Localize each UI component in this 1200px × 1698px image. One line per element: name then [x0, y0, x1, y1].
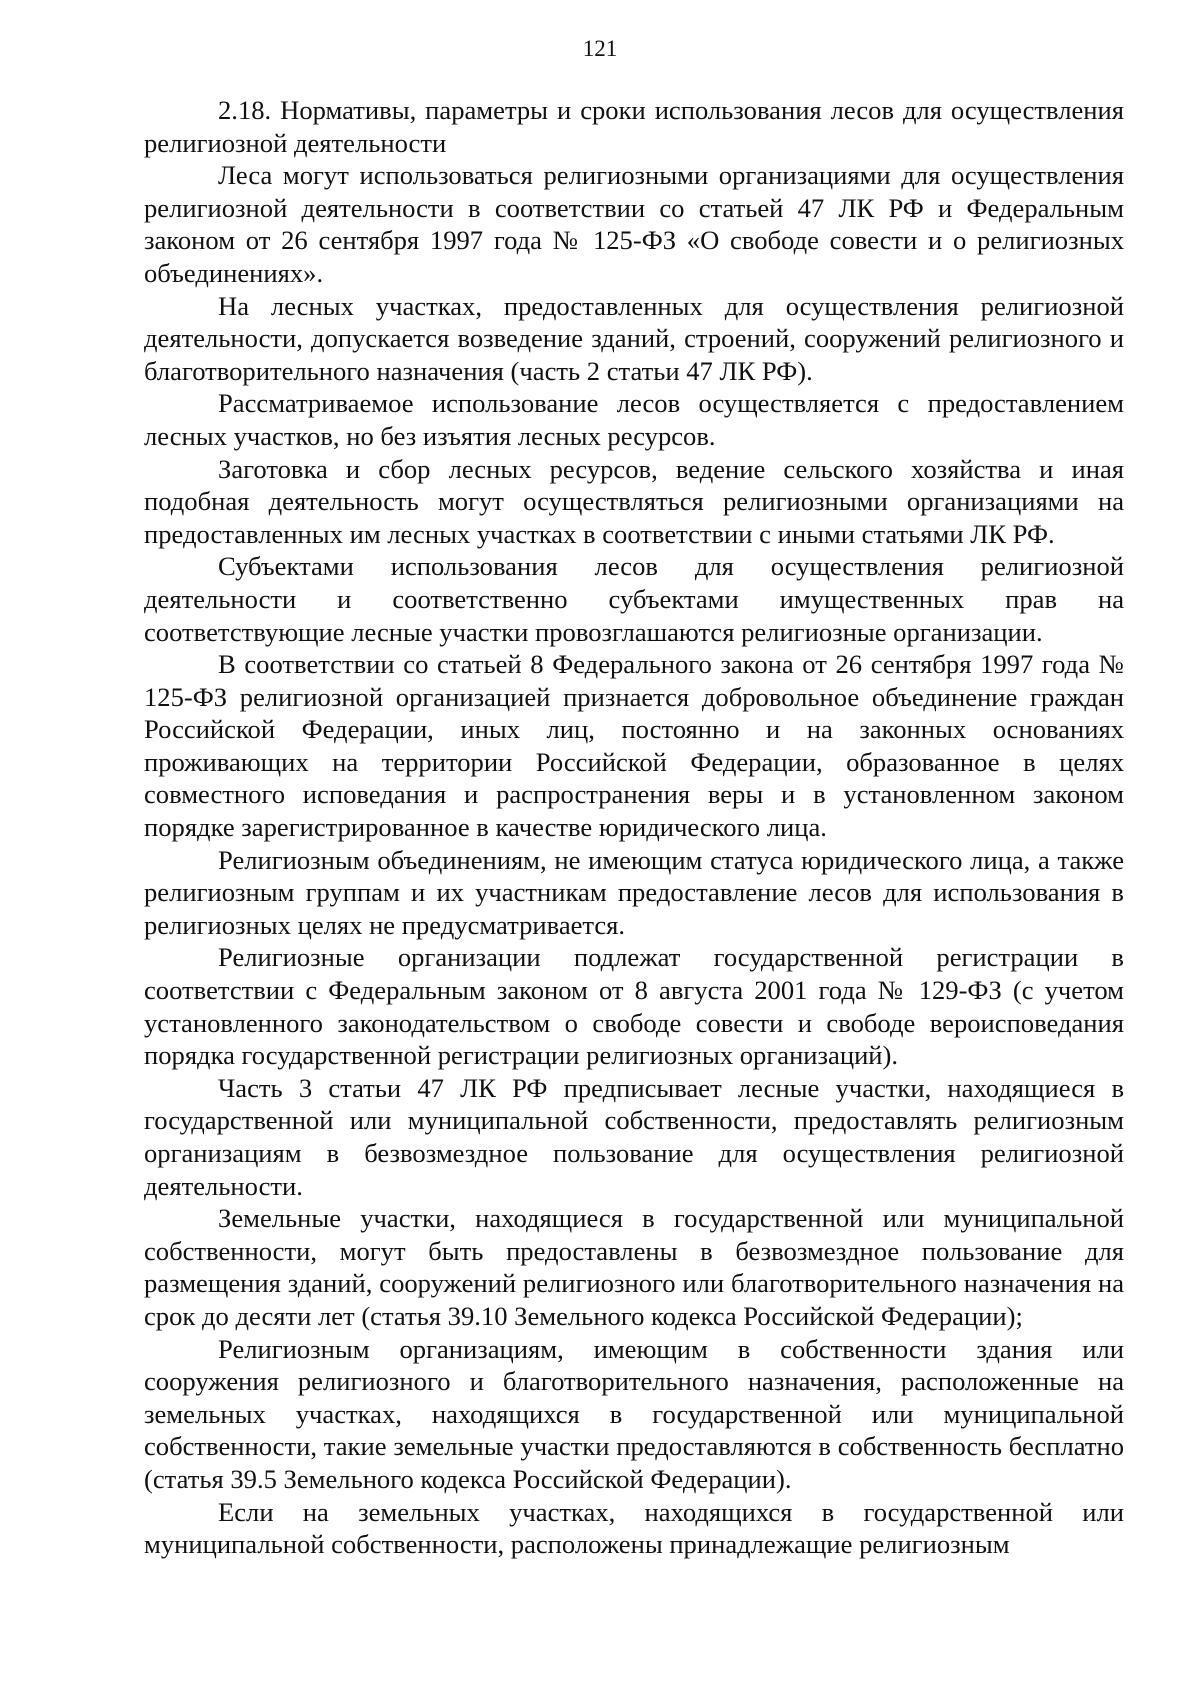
- paragraph-8: Религиозные организации подлежат государственной регистрации в соответствии с Федеральным законом от 8 августа 2001 года № 129-ФЗ (с учетом установленного законодательством о свободе совести и свободе вероисповедания порядка государственной регистрации религиозных организаций).: [144, 942, 1124, 1071]
- document-body: [144, 94, 1124, 1561]
- paragraph-2: На лесных участках, предоставленных для осуществления религиозной деятельности, допускается возведение зданий, строений, сооружений религиозного и благотворительного назначения (часть 2 статьи 47 ЛК РФ).: [144, 290, 1124, 386]
- paragraph-11: Религиозным организациям, имеющим в собственности здания или сооружения религиозного и благотворительного назначения, расположенные на земельных участках, находящихся в государственной или муниципальной собственности, такие земельные участки предоставляются в собственность бесплатно (статья 39.5 Земельного кодекса Российской Федерации).: [144, 1333, 1124, 1494]
- paragraph-10: Земельные участки, находящиеся в государственной или муниципальной собственности, могут быть предоставлены в безвозмездное пользование для размещения зданий, сооружений религиозного или благотворительного назначения на срок до десяти лет (статья 39.10 Земельного кодекса Российской Федерации);: [144, 1203, 1124, 1331]
- paragraph-7: Религиозным объединениям, не имеющим статуса юридического лица, а также религиозным группам и их участникам предоставление лесов для использования в религиозных целях не предусматривается.: [144, 844, 1124, 940]
- paragraph-3: Рассматриваемое использование лесов осуществляется с предоставлением лесных участков, но без изъятия лесных ресурсов.: [144, 388, 1124, 451]
- paragraph-5: Субъектами использования лесов для осуществления религиозной деятельности и соответственно субъектами имущественных прав на соответствующие лесные участки провозглашаются религиозные организации.: [144, 551, 1124, 647]
- paragraph-9: Часть 3 статьи 47 ЛК РФ предписывает лесные участки, находящиеся в государственной или муниципальной собственности, предоставлять религиозным организациям в безвозмездное пользование для осуществления религиозной деятельности.: [144, 1072, 1124, 1201]
- page-number: 121: [582, 36, 618, 61]
- paragraph-6: В соответствии со статьей 8 Федерального закона от 26 сентября 1997 года № 125-ФЗ религиозной организацией признается добровольное объединение граждан Российской Федерации, иных лиц, постоянно и на законных основаниях проживающих на территории Российской Федерации, образованное в целях совместного исповедания и распространения веры и в установленном законом порядке зарегистрированное в качестве юридического лица.: [144, 649, 1124, 843]
- paragraph-4: Заготовка и сбор лесных ресурсов, ведение сельского хозяйства и иная подобная деятельность могут осуществляться религиозными организациями на предоставленных им лесных участках в соответствии с иными статьями ЛК РФ.: [144, 453, 1124, 549]
- paragraph-1: Леса могут использоваться религиозными организациями для осуществления религиозной деятельности в соответствии со статьей 47 ЛК РФ и Федеральным законом от 26 сентября 1997 года № 125-ФЗ «О свободе совести и о религиозных объединениях».: [144, 160, 1124, 288]
- section-heading: 2.18. Нормативы, параметры и сроки использования лесов для осуществления религиозной деятельности: [144, 95, 1124, 158]
- paragraph-12: Если на земельных участках, находящихся в государственной или муниципальной собственности, расположены принадлежащие религиозным: [144, 1496, 1124, 1560]
